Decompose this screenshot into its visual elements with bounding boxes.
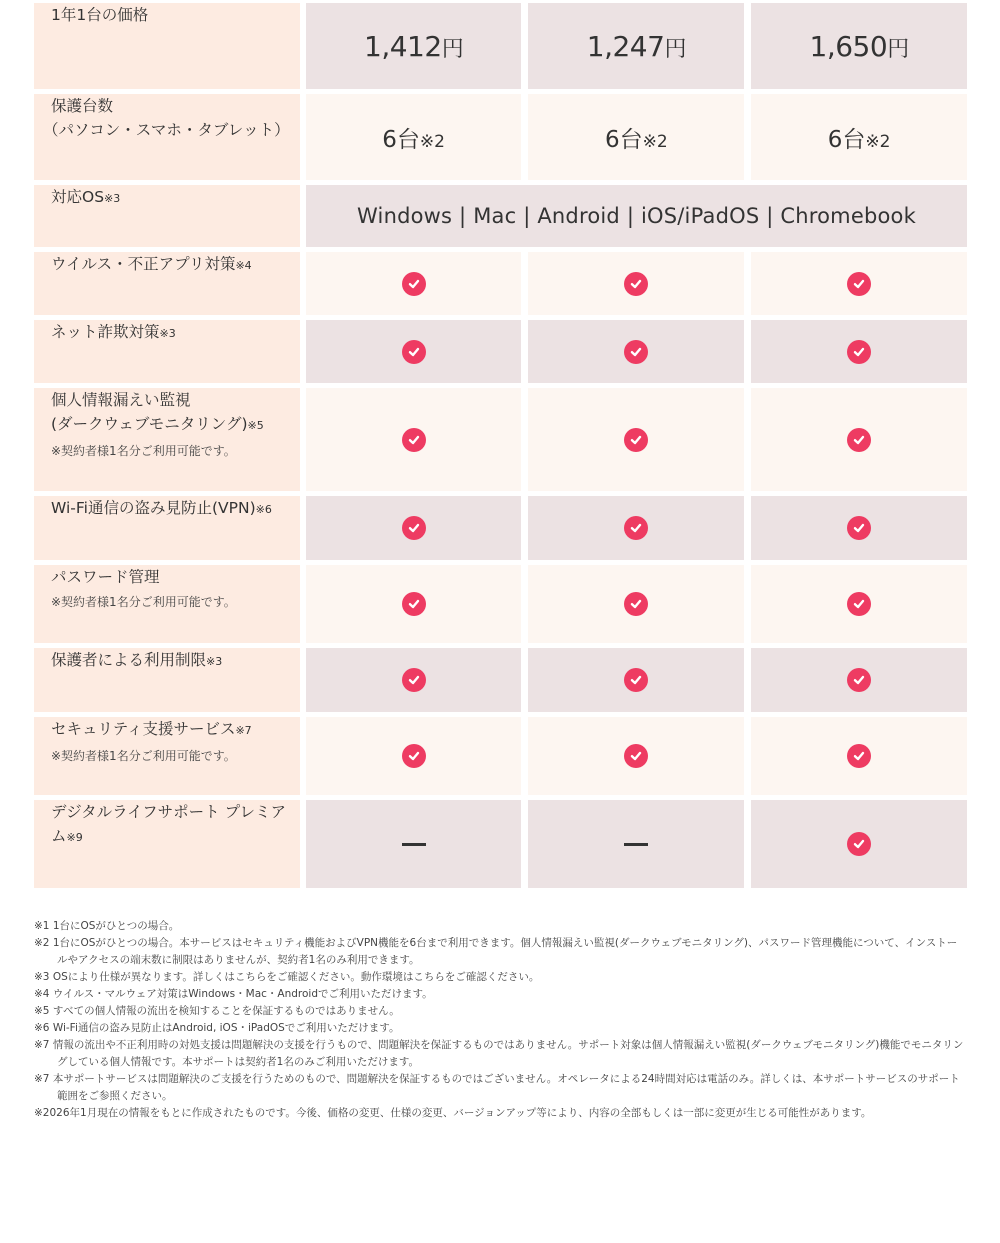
check-circle-icon: [402, 668, 426, 692]
row-label-text: ウイルス・不正アプリ対策: [51, 255, 236, 273]
price-cell: [306, 3, 522, 89]
devices-value: 6台: [382, 126, 420, 153]
devices-value: 6台: [605, 126, 643, 153]
feature-cell: [306, 388, 522, 491]
row-label: [34, 800, 300, 888]
check-circle-icon: [402, 428, 426, 452]
feature-cell: [306, 252, 522, 315]
row-price: [34, 3, 967, 89]
dash-icon: [402, 843, 426, 846]
check-circle-icon: [624, 592, 648, 616]
feature-cell: [306, 717, 522, 795]
footnote-item: ※2 1台にOSがひとつの場合。本サービスはセキュリティ機能およびVPN機能を6台まで利用できます。個人情報漏えい監視(ダークウェブモニタリング)、パスワード管理機能について、インストールやアクセスの端末数に制限はありませんが、契約者1名のみ利用できます。: [34, 937, 958, 966]
price-cell: [751, 3, 967, 89]
footnote-ref: ※2: [419, 131, 445, 152]
price-value: 1,650: [809, 29, 888, 63]
feature-cell: [528, 565, 744, 643]
row-virus: [34, 252, 967, 315]
row-label-text: 1年1台の価格: [51, 6, 149, 24]
feature-cell: [751, 565, 967, 643]
feature-cell: [751, 252, 967, 315]
check-circle-icon: [402, 272, 426, 296]
footnote-ref: ※2: [642, 131, 668, 152]
feature-cell: [306, 320, 522, 383]
check-circle-icon: [847, 272, 871, 296]
check-circle-icon: [847, 832, 871, 856]
row-label: [34, 185, 300, 247]
feature-cell: [751, 496, 967, 560]
footnote-item: ※2026年1月現在の情報をもとに作成されたものです。今後、価格の変更、仕様の変更、バージョンアップ等により、内容の全部もしくは一部に変更が生じる可能性があります。: [34, 1107, 872, 1119]
footnote-ref: ※3: [104, 192, 121, 205]
row-label-text: 保護台数: [51, 97, 114, 115]
feature-cell: [528, 320, 744, 383]
comparison-table: [34, 3, 967, 893]
check-circle-icon: [624, 272, 648, 296]
footnote-item: ※7 情報の流出や不正利用時の対処支援は問題解決の支援を行うもので、問題解決を保証するものではありません。サポート対象は個人情報漏えい監視(ダークウェブモニタリング)機能でモニタリングしている個人情報です。本サポートは契約者1名のみご利用いただけます。: [34, 1039, 964, 1068]
os-cell: Windows | Mac | Android | iOS/iPadOS | Chromebook: [306, 185, 967, 247]
row-label-subtext: （パソコン・スマホ・タブレット）: [43, 121, 290, 139]
row-label: [34, 3, 300, 89]
row-label: [34, 496, 300, 560]
row-label-text: パスワード管理: [51, 568, 160, 586]
devices-cell: [751, 94, 967, 180]
row-support: [34, 717, 967, 795]
check-circle-icon: [624, 340, 648, 364]
price-unit: 円: [664, 36, 686, 62]
check-circle-icon: [847, 744, 871, 768]
check-circle-icon: [624, 744, 648, 768]
footnote-item: ※6 Wi-Fi通信の盗み見防止はAndroid, iOS・iPadOSでご利用いただけます。: [34, 1022, 400, 1034]
check-circle-icon: [624, 516, 648, 540]
footnote-item: ※7 本サポートサービスは問題解決のご支援を行うためのもので、問題解決を保証するものではございません。オペレータによる24時間対応は電話のみ。詳しくは、本サポートサービスのサポート範囲をご参照ください。: [34, 1073, 960, 1102]
footnote-ref: ※9: [66, 831, 83, 844]
footnote-ref: ※5: [247, 419, 264, 432]
price-value: 1,412: [364, 29, 442, 63]
check-circle-icon: [402, 516, 426, 540]
row-label-text: Wi-Fi通信の盗み見防止(VPN): [51, 499, 256, 517]
footnotes: [34, 918, 964, 1122]
feature-cell: [528, 496, 744, 560]
price-unit: 円: [887, 36, 909, 62]
row-label-text: セキュリティ支援サービス: [51, 720, 236, 738]
row-fraud: [34, 320, 967, 383]
devices-cell: [528, 94, 744, 180]
row-label: [34, 388, 300, 491]
check-circle-icon: [847, 668, 871, 692]
footnote-ref: ※2: [865, 131, 891, 152]
footnote-item: ※4 ウイルス・マルウェア対策はWindows・Mac・Androidでご利用いただけます。: [34, 988, 433, 1000]
footnote-ref: ※4: [235, 259, 252, 272]
row-label-text: デジタルライフサポート プレミアム: [51, 803, 286, 845]
feature-cell: [306, 496, 522, 560]
row-parental: [34, 648, 967, 712]
check-circle-icon: [624, 428, 648, 452]
row-premium: [34, 800, 967, 888]
row-label-note: ※契約者様1名分ご利用可能です。: [51, 595, 236, 609]
row-devices: [34, 94, 967, 180]
row-label: [34, 252, 300, 315]
footnote-ref: ※3: [206, 655, 223, 668]
check-circle-icon: [847, 592, 871, 616]
check-circle-icon: [847, 340, 871, 364]
feature-cell: [528, 717, 744, 795]
row-label-text: 保護者による利用制限: [51, 651, 207, 669]
devices-value: 6台: [827, 126, 866, 153]
price-cell: [528, 3, 744, 89]
check-circle-icon: [847, 516, 871, 540]
row-label: [34, 320, 300, 383]
row-label-text: ネット詐欺対策: [51, 323, 160, 341]
price-value: 1,247: [586, 29, 665, 63]
feature-cell: [528, 252, 744, 315]
check-circle-icon: [624, 668, 648, 692]
feature-cell: [751, 320, 967, 383]
dash-icon: [624, 843, 648, 846]
check-circle-icon: [402, 744, 426, 768]
footnote-ref: ※3: [159, 327, 176, 340]
feature-cell: [751, 388, 967, 491]
footnote-item: ※1 1台にOSがひとつの場合。: [34, 920, 180, 932]
footnote-ref: ※6: [255, 503, 272, 516]
row-label-note: ※契約者様1名分ご利用可能です。: [51, 444, 236, 458]
feature-cell: [751, 648, 967, 712]
row-label: [34, 94, 300, 180]
row-label: [34, 565, 300, 643]
feature-cell: [751, 800, 967, 888]
feature-cell: [306, 648, 522, 712]
price-unit: 円: [441, 36, 464, 62]
row-label-text: 個人情報漏えい監視: [51, 391, 191, 409]
row-label: [34, 648, 300, 712]
row-label: [34, 717, 300, 795]
feature-cell: [528, 648, 744, 712]
row-label-note: ※契約者様1名分ご利用可能です。: [51, 749, 236, 763]
devices-cell: [306, 94, 522, 180]
feature-cell: [306, 800, 522, 888]
check-circle-icon: [402, 340, 426, 364]
footnote-item: ※3 OSにより仕様が異なります。詳しくはこちらをご確認ください。動作環境はこちらをご確認ください。: [34, 971, 540, 983]
check-circle-icon: [402, 592, 426, 616]
check-circle-icon: [847, 428, 871, 452]
row-label-text-2: (ダークウェブモニタリング): [51, 415, 248, 433]
feature-cell: [528, 388, 744, 491]
footnote-ref: ※7: [235, 724, 252, 737]
row-label-text: 対応OS: [51, 188, 105, 206]
row-password: [34, 565, 967, 643]
feature-cell: [528, 800, 744, 888]
feature-cell: [751, 717, 967, 795]
row-os: [34, 185, 967, 247]
row-vpn: [34, 496, 967, 560]
footnote-item: ※5 すべての個人情報の流出を検知することを保証するものではありません。: [34, 1005, 400, 1017]
feature-cell: [306, 565, 522, 643]
row-leak: [34, 388, 967, 491]
